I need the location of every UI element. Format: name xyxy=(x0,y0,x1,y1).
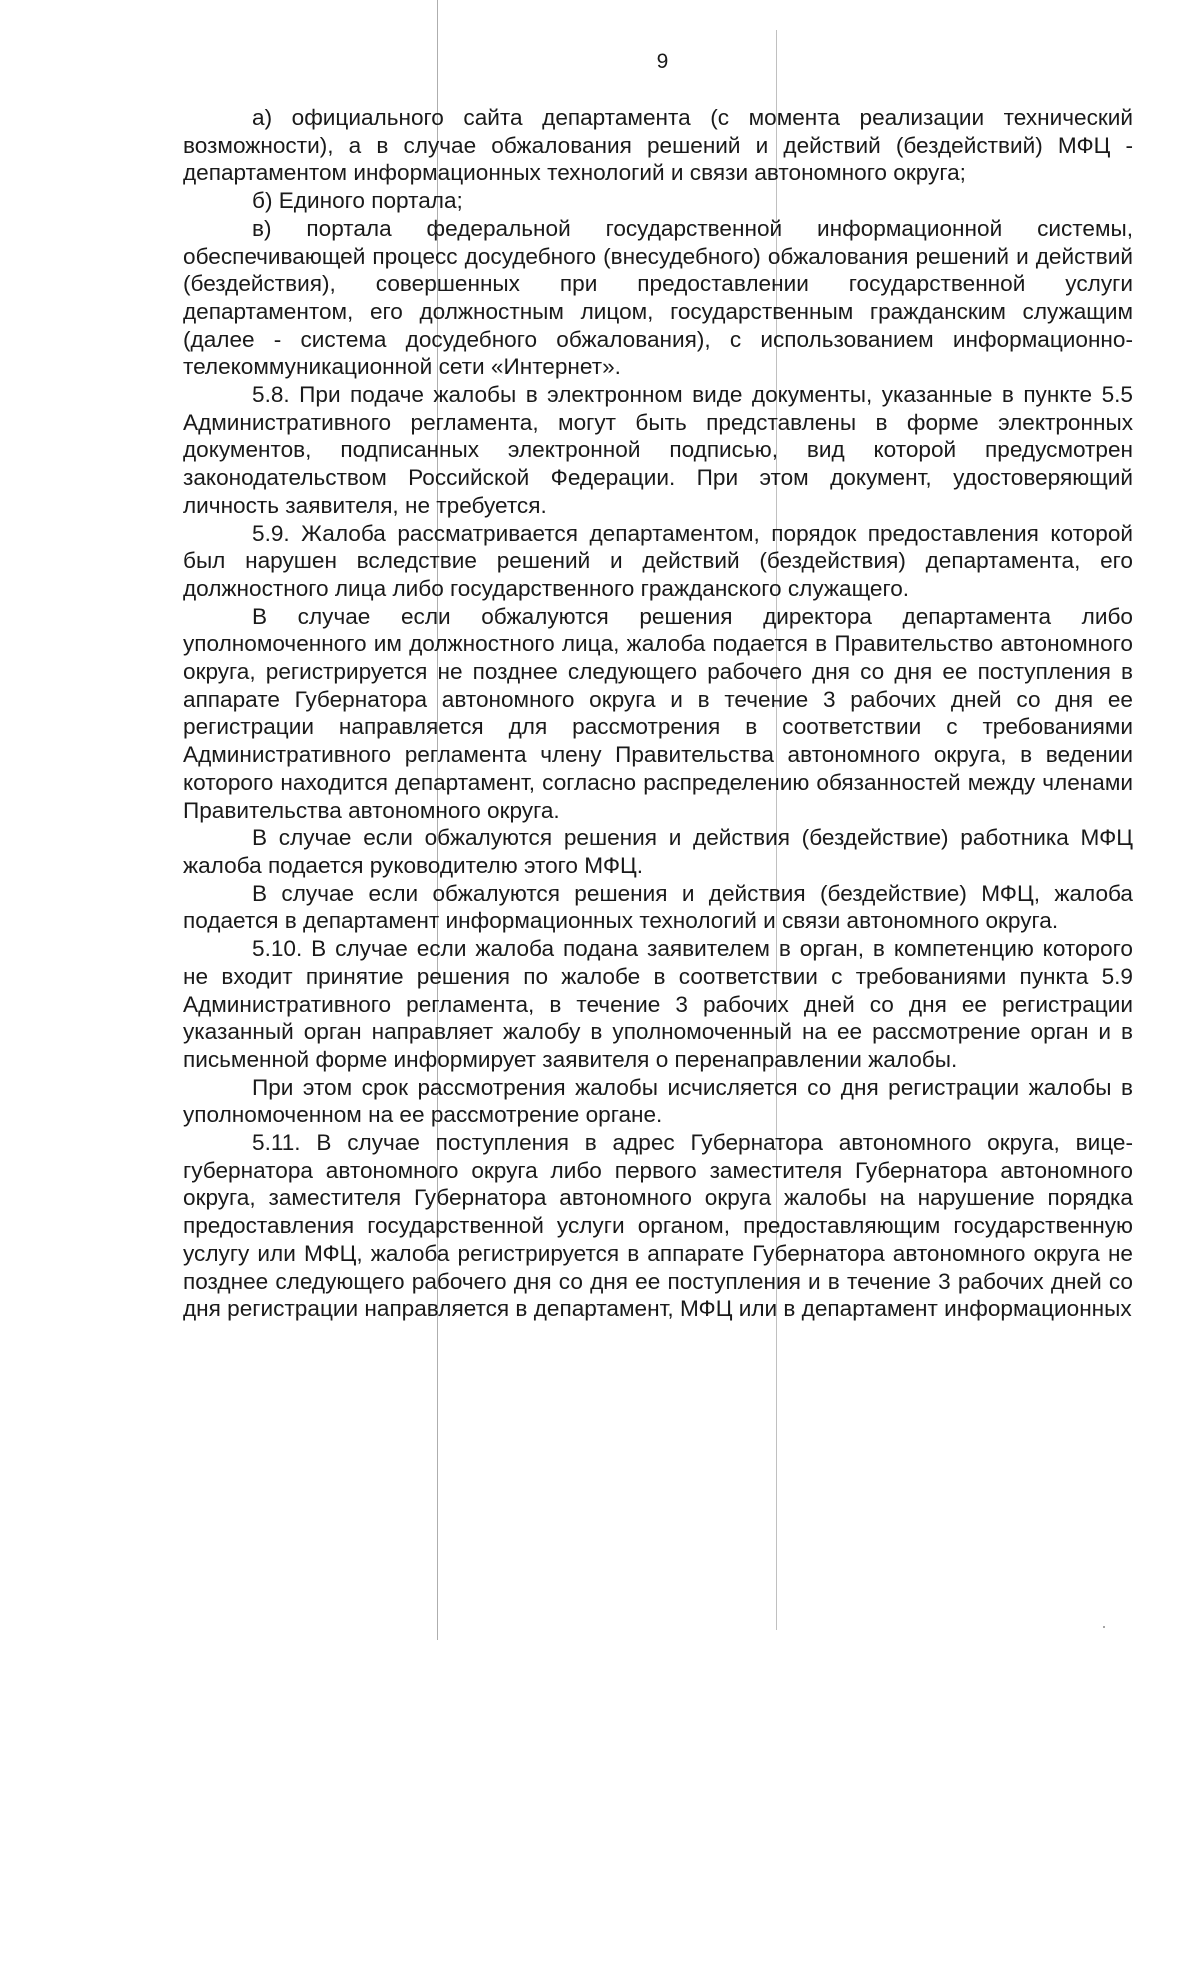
paragraph-5-11: 5.11. В случае поступления в адрес Губернатора автономного округа, вице-губернатора автономного округа либо первого заместителя Губернатора автономного округа, заместителя Губернатора автономного округа жалобы на нарушение порядка предоставления государственной услуги органом, предоставляющим государственную услугу или МФЦ, жалоба регистрируется в аппарате Губернатора автономного округа не позднее следующего рабочего дня со дня ее поступления и в течение 3 рабочих дней со дня регистрации направляется в департамент, МФЦ или в департамент информационных xyxy=(183,1130,1133,1322)
paragraph-5-9-mfc-worker: В случае если обжалуются решения и действия (бездействие) работника МФЦ жалоба подается руководителю этого МФЦ. xyxy=(183,825,1133,878)
paragraph-5-10: 5.10. В случае если жалоба подана заявителем в орган, в компетенцию которого не входит принятие решения по жалобе в соответствии с требованиями пункта 5.9 Административного регламента, в течение 3 рабочих дней со дня ее регистрации указанный орган направляет жалобу в уполномоченный на ее рассмотрение орган и в письменной форме информирует заявителя о перенаправлении жалобы. xyxy=(183,936,1133,1072)
document-body xyxy=(183,104,1133,1323)
paragraph-5-9: 5.9. Жалоба рассматривается департаментом, порядок предоставления которой был нарушен вследствие решений и действий (бездействия) департамента, его должностного лица либо государственного гражданского служащего. xyxy=(183,520,1133,601)
paragraph-5-10-term: При этом срок рассмотрения жалобы исчисляется со дня регистрации жалобы в уполномоченном на ее рассмотрение органе. xyxy=(183,1074,1133,1128)
scan-speck xyxy=(1103,1626,1105,1628)
page-number: 9 xyxy=(656,50,669,73)
paragraph-5-7-b: б) Единого портала; xyxy=(252,188,463,214)
paragraph-5-9-mfc: В случае если обжалуются решения и действия (бездействие) МФЦ, жалоба подается в департамент информационных технологий и связи автономного округа. xyxy=(183,880,1133,934)
paragraph-5-7-a: а) официального сайта департамента (с момента реализации технический возможности), а в случае обжалования решений и действий (бездействий) МФЦ - департаментом информационных технологий и связи автономного округа; xyxy=(183,105,1133,186)
paragraph-5-8: 5.8. При подаче жалобы в электронном виде документы, указанные в пункте 5.5 Административного регламента, могут быть представлены в форме электронных документов, подписанных электронной подписью, вид которой предусмотрен законодательством Российской Федерации. При этом документ, удостоверяющий личность заявителя, не требуется. xyxy=(183,382,1133,518)
paragraph-5-7-v: в) портала федеральной государственной информационной системы, обеспечивающей процесс досудебного (внесудебного) обжалования решений и действий (бездействия), совершенных при предоставлении государственной услуги департаментом, его должностным лицом, государственным гражданским служащим (далее - система досудебного обжалования), с использованием информационно-телекоммуникационной сети «Интернет». xyxy=(183,215,1133,380)
paragraph-5-9-director: В случае если обжалуются решения директора департамента либо уполномоченного им должностного лица, жалоба подается в Правительство автономного округа, регистрируется не позднее следующего рабочего дня со дня ее поступления в аппарате Губернатора автономного округа и в течение 3 рабочих дней со дня ее регистрации направляется для рассмотрения в соответствии с требованиями Административного регламента члену Правительства автономного округа, в ведении которого находится департамент, согласно распределению обязанностей между членами Правительства автономного округа. xyxy=(183,603,1133,823)
